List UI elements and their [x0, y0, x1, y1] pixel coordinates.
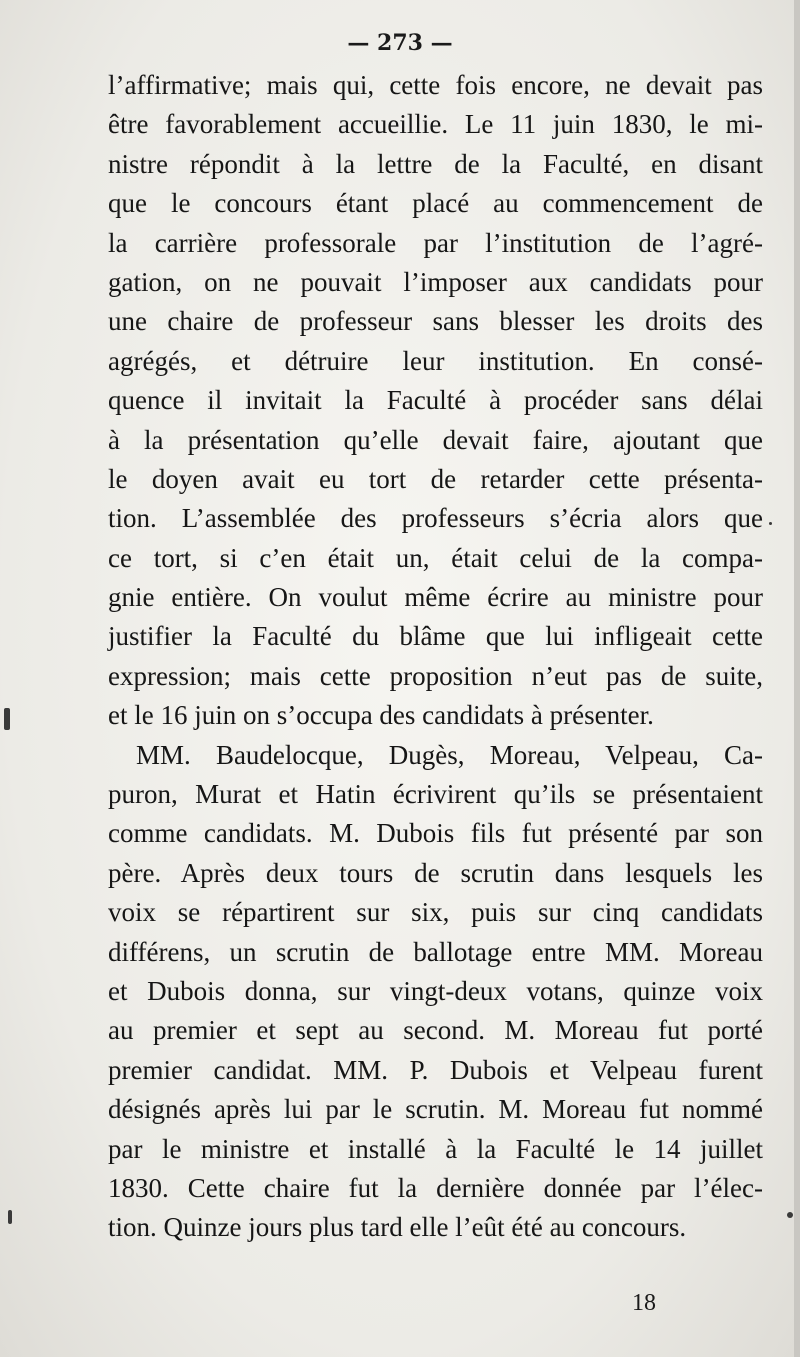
ink-speck: [787, 1212, 793, 1218]
text-line: tion. L’assemblée des professeurs s’écria alors que: [108, 503, 763, 534]
text-line: et le 16 juin on s’occupa des candidats à présenter.: [108, 700, 654, 731]
ink-speck: [769, 522, 772, 525]
text-line: une chaire de professeur sans blesser les droits des: [108, 306, 763, 337]
text-line: expression; mais cette proposition n’eut pas de suite,: [108, 660, 763, 691]
text-line: gnie entière. On voulut même écrire au ministre pour: [108, 582, 763, 613]
text-line: par le ministre et installé à la Faculté le 14 juillet: [108, 1133, 763, 1164]
text-line: différens, un scrutin de ballotage entre MM. Moreau: [108, 936, 763, 967]
text-line: nistre répondit à la lettre de la Faculté, en disant: [108, 148, 763, 179]
text-line: la carrière professorale par l’institution de l’agré-: [108, 227, 763, 258]
text-line: tion. Quinze jours plus tard elle l’eût été au concours.: [108, 1212, 687, 1243]
text-line: que le concours étant placé au commencement de: [108, 188, 763, 219]
text-line: le doyen avait eu tort de retarder cette présenta-: [108, 463, 763, 494]
ink-speck: [4, 708, 10, 730]
text-line: quence il invitait la Faculté à procéder sans délai: [108, 385, 763, 416]
ink-speck: [8, 1210, 12, 1224]
text-line: être favorablement accueillie. Le 11 juin 1830, le mi-: [108, 109, 763, 140]
text-line: justifier la Faculté du blâme que lui infligeait cette: [108, 621, 763, 652]
text-line: 1830. Cette chaire fut la dernière donnée par l’élec-: [108, 1172, 763, 1203]
text-line: comme candidats. M. Dubois fils fut présenté par son: [108, 818, 763, 849]
text-line: au premier et sept au second. M. Moreau fut porté: [108, 1015, 763, 1046]
text-line: premier candidat. MM. P. Dubois et Velpeau furent: [108, 1054, 763, 1085]
page-number: — 273 —: [347, 30, 453, 56]
text-line: à la présentation qu’elle devait faire, ajoutant que: [108, 424, 763, 455]
text-line: ce tort, si c’en était un, était celui de la compa-: [108, 542, 763, 573]
signature-mark: 18: [632, 1290, 656, 1316]
text-line: père. Après deux tours de scrutin dans lesquels les: [108, 857, 763, 888]
text-line: agrégés, et détruire leur institution. En consé-: [108, 345, 763, 376]
text-line: gation, on ne pouvait l’imposer aux candidats pour: [108, 266, 763, 297]
text-line: voix se répartirent sur six, puis sur cinq candidats: [108, 897, 763, 928]
text-line: désignés après lui par le scrutin. M. Moreau fut nommé: [108, 1094, 763, 1125]
body-text: [108, 66, 763, 1248]
text-line: et Dubois donna, sur vingt-deux votans, quinze voix: [108, 975, 763, 1006]
text-line: MM. Baudelocque, Dugès, Moreau, Velpeau, Ca-: [136, 739, 763, 770]
text-line: puron, Murat et Hatin écrivirent qu’ils se présentaient: [108, 779, 763, 810]
text-line: l’affirmative; mais qui, cette fois encore, ne devait pas: [108, 70, 763, 100]
